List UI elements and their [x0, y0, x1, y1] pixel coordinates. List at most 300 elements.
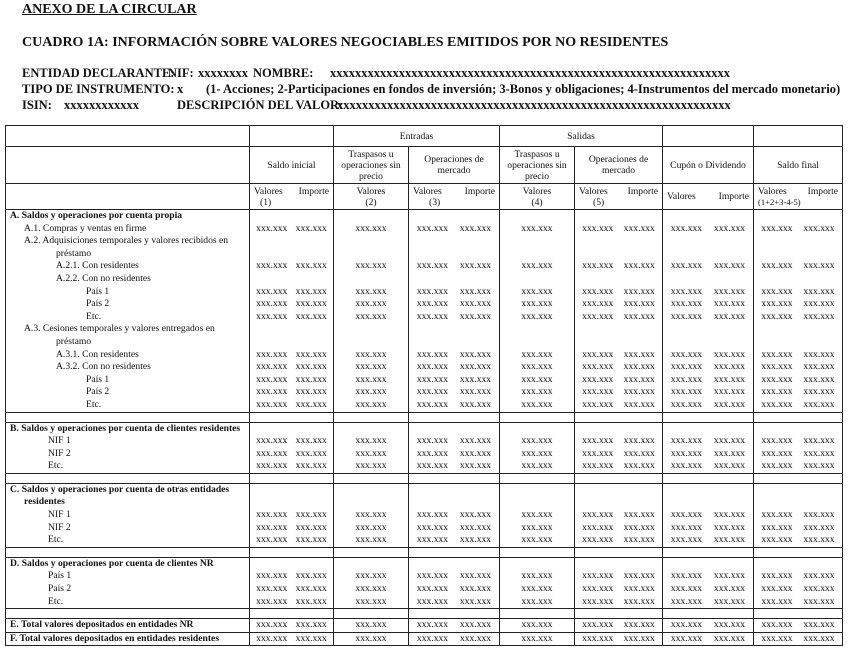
data-cell [500, 557, 575, 570]
value-pair [756, 583, 840, 596]
data-cell [250, 399, 334, 412]
row-label: País 2 [6, 386, 250, 399]
cell-importe: xxx.xxx [459, 348, 492, 360]
cell-importe: xxx.xxx [803, 348, 835, 360]
data-cell [409, 483, 500, 496]
data-cell [575, 619, 663, 633]
separator-cell [250, 473, 334, 483]
cell-valores: xxx.xxx [761, 521, 793, 533]
row-label: NIF 1 [6, 435, 250, 448]
cell-valores: xxx.xxx [355, 460, 387, 472]
table-row [6, 596, 843, 609]
data-cell [334, 399, 409, 412]
table-row [6, 260, 843, 273]
cell-valores: xxx.xxx [416, 619, 449, 631]
cell-valores: xxx.xxx [256, 435, 288, 447]
sub-valores: Valores [522, 185, 552, 197]
row-label: B. Saldos y operaciones por cuenta de clientes residentes [6, 422, 250, 435]
separator-cell [754, 609, 843, 619]
cell-valores: xxx.xxx [416, 398, 449, 410]
cell-valores: xxx.xxx [416, 460, 449, 472]
cell-valores: xxx.xxx [416, 361, 449, 373]
cell-valores: xxx.xxx [256, 632, 288, 644]
value-pair [577, 361, 660, 374]
row-label: A.2. Adquisiciones temporales y valores recibidos en [6, 235, 250, 248]
cell-valores: xxx.xxx [761, 435, 793, 447]
cell-valores: xxx.xxx [256, 521, 288, 533]
separator-cell [663, 412, 754, 422]
data-cell [334, 435, 409, 448]
cell-importe: xxx.xxx [803, 285, 835, 297]
value-pair [665, 534, 751, 547]
data-cell [334, 273, 409, 286]
cell-importe: xxx.xxx [459, 521, 492, 533]
value-pair [577, 448, 660, 461]
cell-valores: xxx.xxx [416, 570, 449, 582]
value-pair [577, 460, 660, 473]
section-separator [6, 547, 843, 557]
table-row [6, 311, 843, 324]
data-cell [250, 619, 334, 633]
cell-importe: xxx.xxx [623, 285, 655, 297]
value-pair [252, 448, 331, 461]
data-cell [409, 260, 500, 273]
cell-importe: xxx.xxx [295, 348, 327, 360]
data-cell [500, 570, 575, 583]
row-label: Etc. [6, 460, 250, 473]
sub-index: (4) [531, 196, 543, 208]
data-cell [250, 460, 334, 473]
cell-valores: xxx.xxx [256, 373, 288, 385]
cell-valores: xxx.xxx [761, 570, 793, 582]
data-cell [250, 557, 334, 570]
data-cell [575, 349, 663, 362]
data-cell [575, 534, 663, 547]
tipo-description: (1- Acciones; 2-Participaciones en fondos de inversión; 3-Bonos y obligaciones; 4-Instrumentos del mercado monetario) [206, 82, 841, 96]
cell-valores: xxx.xxx [582, 583, 614, 595]
data-cell [754, 557, 843, 570]
data-cell [754, 570, 843, 583]
data-cell [500, 323, 575, 336]
cell-valores: xxx.xxx [761, 534, 793, 546]
data-cell [575, 570, 663, 583]
cell-importe: xxx.xxx [459, 570, 492, 582]
separator-cell [6, 547, 250, 557]
cell-importe: xxx.xxx [713, 398, 746, 410]
cell-valores: xxx.xxx [355, 509, 387, 521]
separator-cell [663, 609, 754, 619]
data-cell [409, 435, 500, 448]
value-pair [665, 460, 751, 473]
cell-valores: xxx.xxx [670, 285, 703, 297]
cell-valores: xxx.xxx [256, 310, 288, 322]
data-cell [500, 534, 575, 547]
cell-valores: xxx.xxx [521, 595, 553, 607]
cell-valores: xxx.xxx [521, 521, 553, 533]
cell-importe: xxx.xxx [623, 298, 655, 310]
value-pair [756, 633, 840, 646]
value-pair [665, 260, 751, 273]
data-cell [754, 534, 843, 547]
data-cell [334, 583, 409, 596]
value-pair [756, 386, 840, 399]
data-cell [575, 336, 663, 349]
cell-importe: xxx.xxx [713, 583, 746, 595]
row-label: E. Total valores depositados en entidades NR [6, 619, 250, 633]
row-label: A.3.1. Con residentes [6, 349, 250, 362]
value-pair [756, 361, 840, 374]
value-pair [411, 374, 497, 387]
data-cell [500, 509, 575, 522]
header-empty [663, 126, 754, 147]
value-pair [665, 522, 751, 535]
value-pair [756, 522, 840, 535]
cell-valores: xxx.xxx [416, 373, 449, 385]
value-pair [665, 374, 751, 387]
cell-valores: xxx.xxx [670, 310, 703, 322]
cell-valores: xxx.xxx [355, 583, 387, 595]
table-row [6, 349, 843, 362]
cell-valores: xxx.xxx [416, 521, 449, 533]
table-row [6, 248, 843, 261]
value-pair [252, 286, 331, 299]
cell-importe: xxx.xxx [623, 361, 655, 373]
header-empty [6, 184, 250, 210]
value-pair [665, 361, 751, 374]
row-label: préstamo [6, 248, 250, 261]
data-cell [334, 496, 409, 509]
cell-importe: xxx.xxx [295, 460, 327, 472]
data-cell [250, 583, 334, 596]
cell-importe: xxx.xxx [295, 632, 327, 644]
separator-cell [754, 547, 843, 557]
data-cell [250, 286, 334, 299]
cell-importe: xxx.xxx [295, 373, 327, 385]
cell-importe: xxx.xxx [623, 435, 655, 447]
header-empty [6, 126, 250, 147]
data-cell [500, 583, 575, 596]
data-cell [409, 349, 500, 362]
securities-table [5, 125, 843, 646]
cell-valores: xxx.xxx [582, 222, 614, 234]
data-cell [754, 596, 843, 609]
table-row [6, 570, 843, 583]
data-cell [663, 311, 754, 324]
row-label: País 2 [6, 583, 250, 596]
value-pair [577, 386, 660, 399]
value-pair [411, 435, 497, 448]
cell-valores: xxx.xxx [416, 298, 449, 310]
section-separator [6, 473, 843, 483]
cell-valores: xxx.xxx [355, 521, 387, 533]
separator-cell [250, 547, 334, 557]
data-cell [575, 435, 663, 448]
cell-valores: xxx.xxx [670, 595, 703, 607]
data-cell [575, 223, 663, 236]
value-pair [756, 298, 840, 311]
cell-valores: xxx.xxx [256, 398, 288, 410]
col-saldo-inicial: Saldo inicial [250, 147, 334, 184]
separator-cell [334, 547, 409, 557]
data-cell [250, 323, 334, 336]
data-cell [334, 336, 409, 349]
cell-valores: xxx.xxx [416, 447, 449, 459]
data-cell [334, 311, 409, 324]
cell-importe: xxx.xxx [623, 398, 655, 410]
data-cell [575, 260, 663, 273]
value-pair [577, 435, 660, 448]
value-pair [665, 596, 751, 609]
sub-index: (1+2+3-4-5) [758, 196, 801, 207]
cell-importe: xxx.xxx [295, 222, 327, 234]
cell-valores: xxx.xxx [256, 570, 288, 582]
separator-cell [575, 412, 663, 422]
cell-valores: xxx.xxx [582, 361, 614, 373]
separator-cell [334, 609, 409, 619]
data-cell [500, 399, 575, 412]
data-cell [334, 448, 409, 461]
cell-valores: xxx.xxx [582, 298, 614, 310]
section-separator [6, 412, 843, 422]
cell-importe: xxx.xxx [803, 398, 835, 410]
sub-index: (3) [429, 196, 441, 208]
data-cell [663, 273, 754, 286]
data-cell [334, 422, 409, 435]
cell-valores: xxx.xxx [256, 595, 288, 607]
data-cell [663, 336, 754, 349]
data-cell [250, 336, 334, 349]
table-row [6, 448, 843, 461]
cell-importe: xxx.xxx [295, 285, 327, 297]
separator-cell [663, 473, 754, 483]
cell-valores: xxx.xxx [355, 260, 387, 272]
data-cell [334, 361, 409, 374]
sub-valores: Valores [579, 185, 608, 197]
data-cell [250, 361, 334, 374]
data-cell [754, 235, 843, 248]
value-pair [252, 361, 331, 374]
sub-index: (2) [365, 196, 377, 208]
sub-valores: Valores [413, 185, 442, 197]
value-pair [411, 596, 497, 609]
data-cell [334, 386, 409, 399]
cell-valores: xxx.xxx [521, 348, 553, 360]
value-pair [252, 386, 331, 399]
value-pair [252, 399, 331, 412]
row-label: País 2 [6, 298, 250, 311]
cell-valores: xxx.xxx [670, 460, 703, 472]
sub-valores: Valores [356, 185, 386, 197]
data-cell [409, 509, 500, 522]
entidad-label: ENTIDAD DECLARANTE: [22, 66, 175, 80]
nif-label: NIF: [168, 66, 194, 80]
data-cell [500, 286, 575, 299]
value-pair [756, 596, 840, 609]
cell-importe: xxx.xxx [459, 298, 492, 310]
data-cell [500, 435, 575, 448]
cell-importe: xxx.xxx [803, 222, 835, 234]
cell-importe: xxx.xxx [295, 447, 327, 459]
cell-importe: xxx.xxx [713, 595, 746, 607]
table-row [6, 435, 843, 448]
data-cell [334, 248, 409, 261]
data-cell [754, 286, 843, 299]
data-cell [250, 260, 334, 273]
cell-importe: xxx.xxx [623, 386, 655, 398]
data-cell [754, 483, 843, 496]
table-row [6, 399, 843, 412]
cell-valores: xxx.xxx [256, 386, 288, 398]
cell-importe: xxx.xxx [459, 222, 492, 234]
data-cell [663, 422, 754, 435]
cell-importe: xxx.xxx [459, 398, 492, 410]
cell-valores: xxx.xxx [670, 632, 703, 644]
cell-importe: xxx.xxx [713, 619, 746, 631]
value-pair [411, 223, 497, 236]
value-pair [665, 298, 751, 311]
row-label: A.2.2. Con no residentes [6, 273, 250, 286]
cell-importe: xxx.xxx [459, 361, 492, 373]
data-cell [250, 435, 334, 448]
cell-importe: xxx.xxx [459, 619, 492, 631]
data-cell [754, 460, 843, 473]
value-pair [252, 522, 331, 535]
cell-valores: xxx.xxx [355, 373, 387, 385]
cell-importe: xxx.xxx [713, 460, 746, 472]
cell-valores: xxx.xxx [521, 285, 553, 297]
cell-importe: xxx.xxx [713, 222, 746, 234]
cell-importe: xxx.xxx [803, 386, 835, 398]
cell-valores: xxx.xxx [582, 534, 614, 546]
data-cell [334, 323, 409, 336]
descripcion-label: DESCRIPCIÓN DEL VALOR: [177, 98, 344, 112]
data-cell [754, 298, 843, 311]
cell-valores: xxx.xxx [582, 386, 614, 398]
data-cell [409, 374, 500, 387]
cell-valores: xxx.xxx [416, 260, 449, 272]
data-cell [334, 570, 409, 583]
data-cell [575, 273, 663, 286]
cell-valores: xxx.xxx [582, 348, 614, 360]
table-row [6, 496, 843, 509]
data-cell [754, 273, 843, 286]
cell-importe: xxx.xxx [295, 534, 327, 546]
cell-valores: xxx.xxx [521, 386, 553, 398]
cell-valores: xxx.xxx [521, 632, 553, 644]
value-pair [665, 583, 751, 596]
cell-valores: xxx.xxx [256, 534, 288, 546]
cell-valores: xxx.xxx [416, 386, 449, 398]
data-cell [334, 596, 409, 609]
row-label: residentes [6, 496, 250, 509]
data-cell [754, 422, 843, 435]
separator-cell [500, 412, 575, 422]
cell-valores: xxx.xxx [670, 348, 703, 360]
descripcion-value: xxxxxxxxxxxxxxxxxxxxxxxxxxxxxxxxxxxxxxxxxxxxxxxxxxxxxxxxxxxxxxx [337, 98, 731, 112]
cell-importe: xxx.xxx [459, 373, 492, 385]
value-pair [252, 534, 331, 547]
sub-valores: Valores [667, 191, 696, 202]
cell-valores: xxx.xxx [582, 570, 614, 582]
cell-importe: xxx.xxx [295, 619, 327, 631]
value-pair [756, 619, 840, 632]
sub-importe: Importe [627, 185, 659, 197]
cell-valores: xxx.xxx [582, 260, 614, 272]
data-cell [754, 522, 843, 535]
value-pair [252, 619, 331, 632]
sub-saldo-final [754, 184, 843, 210]
header-subcolumn-row [6, 184, 843, 210]
data-cell [334, 509, 409, 522]
value-pair [411, 260, 497, 273]
cell-importe: xxx.xxx [623, 570, 655, 582]
value-pair [411, 619, 497, 632]
cell-importe: xxx.xxx [713, 260, 746, 272]
data-cell [409, 311, 500, 324]
data-cell [663, 619, 754, 633]
header-empty [754, 126, 843, 147]
value-pair [756, 448, 840, 461]
cell-valores: xxx.xxx [521, 509, 553, 521]
data-cell [663, 298, 754, 311]
cell-importe: xxx.xxx [803, 373, 835, 385]
sub-index: (1) [260, 196, 272, 208]
cell-importe: xxx.xxx [803, 310, 835, 322]
value-pair [756, 534, 840, 547]
sub-index: (5) [593, 196, 605, 208]
data-cell [754, 509, 843, 522]
sub-cupon-dividendo [663, 184, 754, 210]
cell-valores: xxx.xxx [521, 298, 553, 310]
cell-valores: xxx.xxx [761, 373, 793, 385]
cell-valores: xxx.xxx [670, 373, 703, 385]
data-cell [500, 632, 575, 646]
data-cell [500, 311, 575, 324]
data-cell [575, 422, 663, 435]
value-pair [252, 583, 331, 596]
row-label: NIF 2 [6, 522, 250, 535]
data-cell [409, 619, 500, 633]
cell-valores: xxx.xxx [355, 285, 387, 297]
cell-valores: xxx.xxx [416, 285, 449, 297]
row-label: A. Saldos y operaciones por cuenta propia [6, 210, 250, 223]
data-cell [663, 583, 754, 596]
data-cell [250, 273, 334, 286]
isin-label: ISIN: [22, 98, 52, 112]
cell-valores: xxx.xxx [761, 386, 793, 398]
cell-valores: xxx.xxx [670, 386, 703, 398]
data-cell [409, 522, 500, 535]
separator-cell [6, 473, 250, 483]
row-label: País 1 [6, 286, 250, 299]
data-cell [500, 210, 575, 223]
value-pair [665, 619, 751, 632]
cell-valores: xxx.xxx [670, 361, 703, 373]
cell-importe: xxx.xxx [803, 509, 835, 521]
cell-importe: xxx.xxx [623, 632, 655, 644]
sub-importe: Importe [464, 185, 496, 197]
cell-importe: xxx.xxx [623, 509, 655, 521]
cell-importe: xxx.xxx [295, 509, 327, 521]
annex-title: ANEXO DE LA CIRCULAR [22, 2, 197, 17]
data-cell [754, 248, 843, 261]
data-cell [409, 632, 500, 646]
cell-valores: xxx.xxx [416, 310, 449, 322]
cell-valores: xxx.xxx [521, 398, 553, 410]
data-cell [663, 399, 754, 412]
data-cell [334, 223, 409, 236]
table-row [6, 223, 843, 236]
